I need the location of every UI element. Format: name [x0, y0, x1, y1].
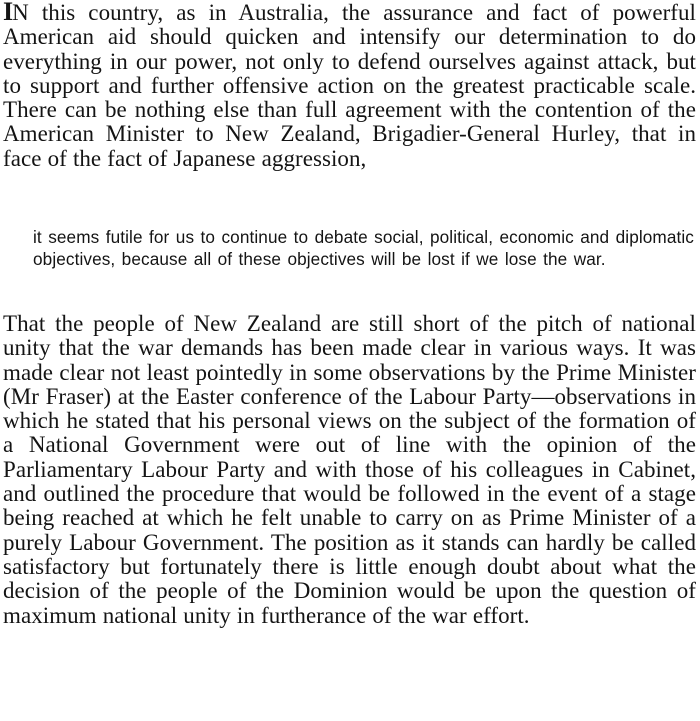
opening-paragraph: [0, 0, 700, 171]
drop-cap-initial: I: [3, 0, 13, 26]
second-paragraph: That the people of New Zealand are still short of the pitch of national unity that the war demands has been made clear in various ways. It was made clear not least pointedly in some observations by the Prime Minister (Mr Fraser) at the Easter conference of the Labour Party—observations in which he stated that his personal views on the subject of the formation of a National Government were out of line with the opinion of the Parliamentary Labour Party and with those of his colleagues in Cabinet, and outlined the procedure that would be followed in the event of a stage being reached at which he felt unable to carry on as Prime Minister of a purely Labour Government. The position as it stands can hardly be called satisfactory but fortunately there is little enough doubt about what the decision of the people of the Dominion would be upon the question of maximum national unity in furtherance of the war effort.: [3, 311, 696, 628]
opening-paragraph-text: N this country, as in Australia, the assurance and fact of powerful American aid should quicken and intensify our determination to do everything in our power, not only to defend ourselves against attack, but to support and further offensive action on the greatest practicable scale. There can be nothing else than full agreement with the contention of the American Minister to New Zealand, Brigadier-General Hurley, that in face of the fact of Japanese aggression,: [3, 0, 696, 171]
block-quotation: it seems futile for us to continue to debate social, political, economic and diplomatic objectives, because all of these objectives will be lost if we lose the war.: [33, 227, 694, 269]
